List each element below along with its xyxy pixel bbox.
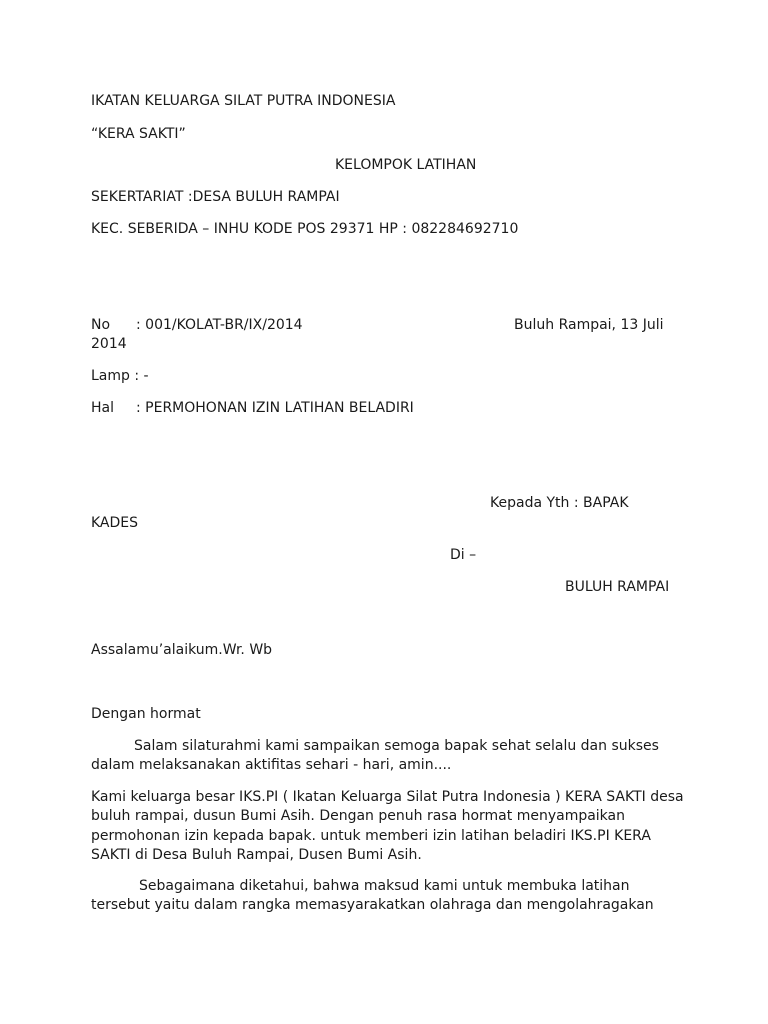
body-paragraph-3: Sebagaimana diketahui, bahwa maksud kami untuk membuka latihan tersebut yaitu dalam rangka memasyarakatkan olahraga dan mengolahragakan bbox=[91, 878, 654, 914]
org-nickname: “KERA SAKTI” bbox=[91, 126, 186, 142]
letter-number-label: No bbox=[91, 317, 111, 333]
recipient-line: Kepada Yth : BAPAK bbox=[490, 495, 629, 511]
recipient-title: KADES bbox=[91, 515, 139, 531]
opening-line: Dengan hormat bbox=[91, 706, 201, 722]
recipient-place: BULUH RAMPAI bbox=[565, 579, 670, 595]
letter-number-value: : 001/KOLAT-BR/IX/2014 bbox=[136, 317, 303, 333]
recipient-di: Di – bbox=[450, 547, 477, 563]
place-date-year: 2014 bbox=[91, 336, 127, 352]
subject-value: : PERMOHONAN IZIN LATIHAN BELADIRI bbox=[136, 400, 414, 416]
org-name: IKATAN KELUARGA SILAT PUTRA INDONESIA bbox=[91, 93, 396, 109]
salutation: Assalamu’alaikum.Wr. Wb bbox=[91, 642, 273, 658]
body-paragraph-2: Kami keluarga besar IKS.PI ( Ikatan Keluarga Silat Putra Indonesia ) KERA SAKTI desa buluh rampai, dusun Bumi Asih. Dengan penuh rasa hormat menyampaikan permohonan izin kepada bapak. untuk memberi izin latihan beladiri IKS.PI KERA SAKTI di Desa Buluh Rampai, Dusen Bumi Asih. bbox=[91, 789, 684, 863]
secretariat-line: SEKERTARIAT :DESA BULUH RAMPAI bbox=[91, 189, 340, 205]
body-paragraph-1: Salam silaturahmi kami sampaikan semoga bapak sehat selalu dan sukses dalam melaksanakan aktifitas sehari - hari, amin.... bbox=[91, 738, 659, 774]
attachment-line: Lamp : - bbox=[91, 368, 149, 384]
group-title: KELOMPOK LATIHAN bbox=[335, 157, 477, 173]
address-line: KEC. SEBERIDA – INHU KODE POS 29371 HP : 082284692710 bbox=[91, 221, 519, 237]
place-date: Buluh Rampai, 13 Juli bbox=[514, 317, 664, 333]
subject-label: Hal bbox=[91, 400, 114, 416]
